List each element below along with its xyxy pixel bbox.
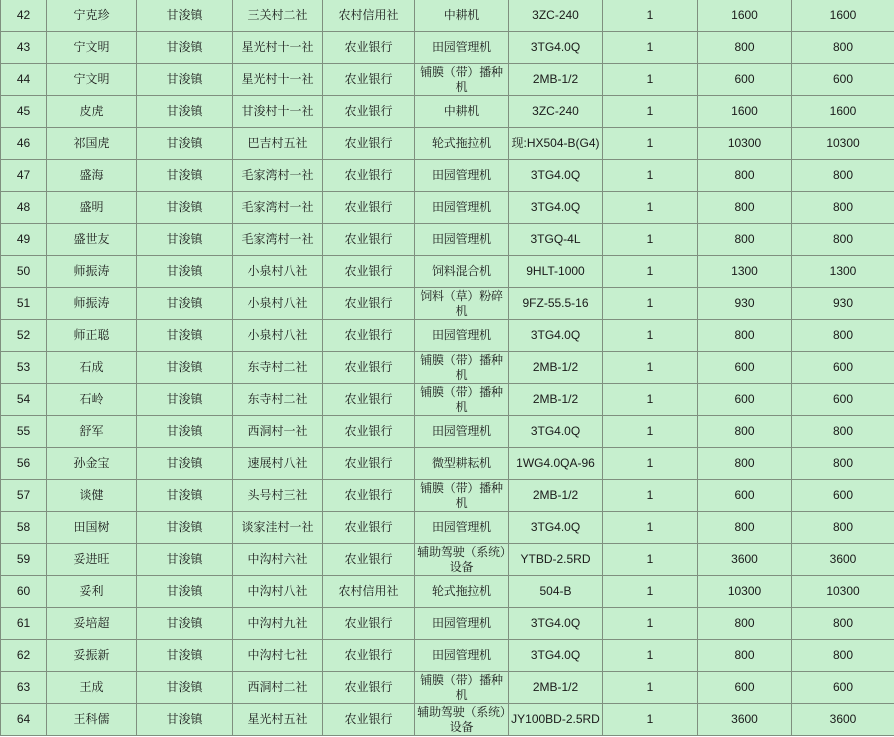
cell-price[interactable]: 800	[698, 192, 792, 224]
cell-town[interactable]: 甘浚镇	[137, 608, 233, 640]
cell-town[interactable]: 甘浚镇	[137, 672, 233, 704]
cell-village[interactable]: 中沟村九社	[233, 608, 323, 640]
cell-price[interactable]: 800	[698, 608, 792, 640]
cell-village[interactable]: 速展村八社	[233, 448, 323, 480]
cell-village[interactable]: 西洞村二社	[233, 672, 323, 704]
cell-town[interactable]: 甘浚镇	[137, 256, 233, 288]
cell-village[interactable]: 巴吉村五社	[233, 128, 323, 160]
cell-quantity[interactable]: 1	[603, 192, 698, 224]
cell-price[interactable]: 3600	[698, 544, 792, 576]
cell-name[interactable]: 妥进旺	[47, 544, 137, 576]
cell-bank[interactable]: 农业银行	[323, 160, 415, 192]
cell-subsidy[interactable]: 600	[792, 480, 894, 512]
cell-model[interactable]: 3TG4.0Q	[509, 640, 603, 672]
cell-quantity[interactable]: 1	[603, 32, 698, 64]
cell-quantity[interactable]: 1	[603, 128, 698, 160]
cell-quantity[interactable]: 1	[603, 160, 698, 192]
cell-price[interactable]: 800	[698, 320, 792, 352]
cell-machine-type[interactable]: 铺膜（带）播种机	[415, 480, 509, 512]
table-row	[1, 448, 894, 480]
cell-quantity[interactable]: 1	[603, 704, 698, 736]
cell-price[interactable]: 800	[698, 32, 792, 64]
cell-machine-type[interactable]: 田园管理机	[415, 320, 509, 352]
cell-row-number[interactable]: 59	[1, 544, 47, 576]
cell-village[interactable]: 毛家湾村一社	[233, 160, 323, 192]
cell-town[interactable]: 甘浚镇	[137, 96, 233, 128]
cell-model[interactable]: 3TGQ-4L	[509, 224, 603, 256]
cell-name[interactable]: 田国树	[47, 512, 137, 544]
cell-name[interactable]: 师正聪	[47, 320, 137, 352]
cell-row-number[interactable]: 55	[1, 416, 47, 448]
cell-price[interactable]: 3600	[698, 704, 792, 736]
cell-quantity[interactable]: 1	[603, 480, 698, 512]
cell-quantity[interactable]: 1	[603, 64, 698, 96]
cell-name[interactable]: 祁国虎	[47, 128, 137, 160]
cell-model[interactable]: 3TG4.0Q	[509, 512, 603, 544]
cell-village[interactable]: 星光村五社	[233, 704, 323, 736]
cell-name[interactable]: 盛明	[47, 192, 137, 224]
cell-model[interactable]: 2MB-1/2	[509, 352, 603, 384]
cell-name[interactable]: 谈健	[47, 480, 137, 512]
cell-town[interactable]: 甘浚镇	[137, 480, 233, 512]
cell-machine-type[interactable]: 铺膜（带）播种机	[415, 64, 509, 96]
cell-subsidy[interactable]: 800	[792, 640, 894, 672]
cell-quantity[interactable]: 1	[603, 384, 698, 416]
cell-town[interactable]: 甘浚镇	[137, 160, 233, 192]
cell-subsidy[interactable]: 800	[792, 416, 894, 448]
cell-village[interactable]: 小泉村八社	[233, 256, 323, 288]
cell-subsidy[interactable]: 800	[792, 608, 894, 640]
cell-row-number[interactable]: 52	[1, 320, 47, 352]
cell-bank[interactable]: 农业银行	[323, 640, 415, 672]
cell-name[interactable]: 皮虎	[47, 96, 137, 128]
table-row	[1, 32, 894, 64]
cell-name[interactable]: 妥利	[47, 576, 137, 608]
cell-machine-type[interactable]: 铺膜（带）播种机	[415, 384, 509, 416]
cell-row-number[interactable]: 58	[1, 512, 47, 544]
cell-model[interactable]: JY100BD-2.5RD	[509, 704, 603, 736]
cell-model[interactable]: 3TG4.0Q	[509, 320, 603, 352]
cell-quantity[interactable]: 1	[603, 640, 698, 672]
cell-bank[interactable]: 农业银行	[323, 544, 415, 576]
cell-quantity[interactable]: 1	[603, 0, 698, 32]
cell-machine-type[interactable]: 铺膜（带）播种机	[415, 352, 509, 384]
cell-quantity[interactable]: 1	[603, 96, 698, 128]
cell-quantity[interactable]: 1	[603, 352, 698, 384]
cell-machine-type[interactable]: 辅助驾驶（系统）设备	[415, 704, 509, 736]
cell-model[interactable]: 3TG4.0Q	[509, 160, 603, 192]
cell-name[interactable]: 妥振新	[47, 640, 137, 672]
cell-town[interactable]: 甘浚镇	[137, 224, 233, 256]
table-row	[1, 352, 894, 384]
cell-model[interactable]: 2MB-1/2	[509, 384, 603, 416]
cell-model[interactable]: 1WG4.0QA-96	[509, 448, 603, 480]
cell-bank[interactable]: 农业银行	[323, 352, 415, 384]
cell-bank[interactable]: 农业银行	[323, 448, 415, 480]
cell-town[interactable]: 甘浚镇	[137, 192, 233, 224]
cell-bank[interactable]: 农业银行	[323, 224, 415, 256]
cell-machine-type[interactable]: 田园管理机	[415, 224, 509, 256]
cell-subsidy[interactable]: 600	[792, 352, 894, 384]
table-row	[1, 256, 894, 288]
table-row	[1, 384, 894, 416]
cell-row-number[interactable]: 43	[1, 32, 47, 64]
cell-bank[interactable]: 农业银行	[323, 128, 415, 160]
cell-machine-type[interactable]: 田园管理机	[415, 160, 509, 192]
cell-bank[interactable]: 农业银行	[323, 672, 415, 704]
cell-subsidy[interactable]: 1600	[792, 96, 894, 128]
cell-bank[interactable]: 农业银行	[323, 288, 415, 320]
cell-town[interactable]: 甘浚镇	[137, 320, 233, 352]
cell-village[interactable]: 中沟村六社	[233, 544, 323, 576]
cell-village[interactable]: 三关村二社	[233, 0, 323, 32]
cell-row-number[interactable]: 54	[1, 384, 47, 416]
cell-village[interactable]: 毛家湾村一社	[233, 192, 323, 224]
cell-bank[interactable]: 农业银行	[323, 320, 415, 352]
cell-name[interactable]: 王科儒	[47, 704, 137, 736]
cell-model[interactable]: 3ZC-240	[509, 96, 603, 128]
cell-quantity[interactable]: 1	[603, 672, 698, 704]
cell-price[interactable]: 10300	[698, 576, 792, 608]
cell-machine-type[interactable]: 田园管理机	[415, 32, 509, 64]
table-row	[1, 416, 894, 448]
cell-town[interactable]: 甘浚镇	[137, 128, 233, 160]
cell-subsidy[interactable]: 800	[792, 224, 894, 256]
table-row	[1, 480, 894, 512]
cell-subsidy[interactable]: 800	[792, 192, 894, 224]
cell-machine-type[interactable]: 微型耕耘机	[415, 448, 509, 480]
cell-subsidy[interactable]: 1300	[792, 256, 894, 288]
table-row	[1, 672, 894, 704]
cell-model[interactable]: YTBD-2.5RD	[509, 544, 603, 576]
cell-price[interactable]: 600	[698, 672, 792, 704]
cell-model[interactable]: 3TG4.0Q	[509, 416, 603, 448]
cell-name[interactable]: 石成	[47, 352, 137, 384]
cell-name[interactable]: 师振涛	[47, 288, 137, 320]
cell-town[interactable]: 甘浚镇	[137, 544, 233, 576]
cell-bank[interactable]: 农业银行	[323, 64, 415, 96]
cell-village[interactable]: 西洞村一社	[233, 416, 323, 448]
cell-machine-type[interactable]: 饲料（草）粉碎机	[415, 288, 509, 320]
cell-town[interactable]: 甘浚镇	[137, 704, 233, 736]
cell-name[interactable]: 宁文明	[47, 32, 137, 64]
cell-model[interactable]: 2MB-1/2	[509, 64, 603, 96]
cell-name[interactable]: 妥培超	[47, 608, 137, 640]
cell-subsidy[interactable]: 600	[792, 384, 894, 416]
cell-bank[interactable]: 农业银行	[323, 704, 415, 736]
cell-village[interactable]: 东寺村二社	[233, 352, 323, 384]
table-row	[1, 224, 894, 256]
cell-village[interactable]: 东寺村二社	[233, 384, 323, 416]
cell-row-number[interactable]: 61	[1, 608, 47, 640]
cell-quantity[interactable]: 1	[603, 256, 698, 288]
cell-bank[interactable]: 农业银行	[323, 192, 415, 224]
table-row	[1, 160, 894, 192]
cell-row-number[interactable]: 42	[1, 0, 47, 32]
cell-town[interactable]: 甘浚镇	[137, 32, 233, 64]
cell-row-number[interactable]: 48	[1, 192, 47, 224]
cell-subsidy[interactable]: 3600	[792, 544, 894, 576]
cell-model[interactable]: 3TG4.0Q	[509, 32, 603, 64]
cell-quantity[interactable]: 1	[603, 576, 698, 608]
cell-subsidy[interactable]: 800	[792, 448, 894, 480]
cell-village[interactable]: 头号村三社	[233, 480, 323, 512]
cell-name[interactable]: 石岭	[47, 384, 137, 416]
cell-subsidy[interactable]: 3600	[792, 704, 894, 736]
cell-subsidy[interactable]: 1600	[792, 0, 894, 32]
cell-price[interactable]: 800	[698, 224, 792, 256]
table-row	[1, 0, 894, 32]
cell-quantity[interactable]: 1	[603, 448, 698, 480]
cell-model[interactable]: 9HLT-1000	[509, 256, 603, 288]
cell-subsidy[interactable]: 800	[792, 32, 894, 64]
cell-model[interactable]: 3TG4.0Q	[509, 608, 603, 640]
cell-village[interactable]: 星光村十一社	[233, 64, 323, 96]
table-row	[1, 128, 894, 160]
cell-bank[interactable]: 农业银行	[323, 96, 415, 128]
cell-village[interactable]: 甘浚村十一社	[233, 96, 323, 128]
cell-name[interactable]: 宁文明	[47, 64, 137, 96]
cell-bank[interactable]: 农业银行	[323, 480, 415, 512]
cell-machine-type[interactable]: 轮式拖拉机	[415, 576, 509, 608]
cell-bank[interactable]: 农村信用社	[323, 0, 415, 32]
cell-machine-type[interactable]: 饲料混合机	[415, 256, 509, 288]
cell-village[interactable]: 小泉村八社	[233, 288, 323, 320]
cell-machine-type[interactable]: 辅助驾驶（系统）设备	[415, 544, 509, 576]
cell-row-number[interactable]: 47	[1, 160, 47, 192]
cell-village[interactable]: 小泉村八社	[233, 320, 323, 352]
table-row	[1, 608, 894, 640]
cell-row-number[interactable]: 46	[1, 128, 47, 160]
cell-machine-type[interactable]: 铺膜（带）播种机	[415, 672, 509, 704]
cell-name[interactable]: 盛世友	[47, 224, 137, 256]
cell-village[interactable]: 星光村十一社	[233, 32, 323, 64]
cell-quantity[interactable]: 1	[603, 416, 698, 448]
cell-model[interactable]: 2MB-1/2	[509, 672, 603, 704]
cell-quantity[interactable]: 1	[603, 608, 698, 640]
cell-model[interactable]: 现:HX504-B(G4)	[509, 128, 603, 160]
cell-subsidy[interactable]: 800	[792, 512, 894, 544]
cell-village[interactable]: 谈家洼村一社	[233, 512, 323, 544]
cell-row-number[interactable]: 64	[1, 704, 47, 736]
table-row	[1, 288, 894, 320]
cell-subsidy[interactable]: 600	[792, 672, 894, 704]
cell-bank[interactable]: 农业银行	[323, 608, 415, 640]
cell-row-number[interactable]: 50	[1, 256, 47, 288]
cell-price[interactable]: 600	[698, 480, 792, 512]
cell-price[interactable]: 930	[698, 288, 792, 320]
table-body	[1, 0, 894, 736]
cell-bank[interactable]: 农业银行	[323, 384, 415, 416]
cell-price[interactable]: 800	[698, 416, 792, 448]
cell-town[interactable]: 甘浚镇	[137, 640, 233, 672]
cell-quantity[interactable]: 1	[603, 512, 698, 544]
cell-bank[interactable]: 农业银行	[323, 256, 415, 288]
cell-subsidy[interactable]: 930	[792, 288, 894, 320]
cell-model[interactable]: 504-B	[509, 576, 603, 608]
cell-row-number[interactable]: 62	[1, 640, 47, 672]
table-row	[1, 640, 894, 672]
cell-village[interactable]: 中沟村八社	[233, 576, 323, 608]
cell-row-number[interactable]: 57	[1, 480, 47, 512]
cell-village[interactable]: 毛家湾村一社	[233, 224, 323, 256]
cell-subsidy[interactable]: 10300	[792, 128, 894, 160]
cell-town[interactable]: 甘浚镇	[137, 288, 233, 320]
cell-price[interactable]: 800	[698, 640, 792, 672]
table-row	[1, 64, 894, 96]
cell-price[interactable]: 600	[698, 352, 792, 384]
cell-name[interactable]: 舒军	[47, 416, 137, 448]
table-row	[1, 544, 894, 576]
cell-machine-type[interactable]: 田园管理机	[415, 192, 509, 224]
cell-machine-type[interactable]: 田园管理机	[415, 640, 509, 672]
cell-price[interactable]: 1600	[698, 96, 792, 128]
cell-price[interactable]: 800	[698, 448, 792, 480]
cell-machine-type[interactable]: 田园管理机	[415, 416, 509, 448]
table-row	[1, 576, 894, 608]
cell-row-number[interactable]: 53	[1, 352, 47, 384]
cell-subsidy[interactable]: 800	[792, 160, 894, 192]
cell-price[interactable]: 600	[698, 64, 792, 96]
cell-price[interactable]: 1300	[698, 256, 792, 288]
cell-model[interactable]: 2MB-1/2	[509, 480, 603, 512]
cell-name[interactable]: 王成	[47, 672, 137, 704]
cell-price[interactable]: 800	[698, 160, 792, 192]
cell-village[interactable]: 中沟村七社	[233, 640, 323, 672]
cell-price[interactable]: 600	[698, 384, 792, 416]
cell-subsidy[interactable]: 600	[792, 64, 894, 96]
cell-name[interactable]: 师振涛	[47, 256, 137, 288]
cell-row-number[interactable]: 49	[1, 224, 47, 256]
cell-town[interactable]: 甘浚镇	[137, 64, 233, 96]
cell-model[interactable]: 3ZC-240	[509, 0, 603, 32]
cell-quantity[interactable]: 1	[603, 224, 698, 256]
cell-price[interactable]: 800	[698, 512, 792, 544]
table-row	[1, 192, 894, 224]
cell-town[interactable]: 甘浚镇	[137, 416, 233, 448]
cell-row-number[interactable]: 45	[1, 96, 47, 128]
table-row	[1, 96, 894, 128]
cell-name[interactable]: 孙金宝	[47, 448, 137, 480]
cell-price[interactable]: 10300	[698, 128, 792, 160]
cell-town[interactable]: 甘浚镇	[137, 576, 233, 608]
cell-bank[interactable]: 农业银行	[323, 512, 415, 544]
cell-machine-type[interactable]: 轮式拖拉机	[415, 128, 509, 160]
cell-model[interactable]: 9FZ-55.5-16	[509, 288, 603, 320]
cell-bank[interactable]: 农业银行	[323, 416, 415, 448]
cell-town[interactable]: 甘浚镇	[137, 448, 233, 480]
cell-quantity[interactable]: 1	[603, 320, 698, 352]
cell-town[interactable]: 甘浚镇	[137, 0, 233, 32]
cell-machine-type[interactable]: 中耕机	[415, 96, 509, 128]
table-row	[1, 320, 894, 352]
cell-row-number[interactable]: 60	[1, 576, 47, 608]
cell-machine-type[interactable]: 田园管理机	[415, 608, 509, 640]
table-row	[1, 512, 894, 544]
cell-row-number[interactable]: 56	[1, 448, 47, 480]
cell-town[interactable]: 甘浚镇	[137, 512, 233, 544]
cell-model[interactable]: 3TG4.0Q	[509, 192, 603, 224]
cell-name[interactable]: 宁克珍	[47, 0, 137, 32]
cell-bank[interactable]: 农业银行	[323, 32, 415, 64]
cell-bank[interactable]: 农村信用社	[323, 576, 415, 608]
table-row	[1, 704, 894, 736]
cell-row-number[interactable]: 63	[1, 672, 47, 704]
cell-subsidy[interactable]: 10300	[792, 576, 894, 608]
cell-town[interactable]: 甘浚镇	[137, 384, 233, 416]
cell-subsidy[interactable]: 800	[792, 320, 894, 352]
cell-price[interactable]: 1600	[698, 0, 792, 32]
cell-name[interactable]: 盛海	[47, 160, 137, 192]
cell-machine-type[interactable]: 田园管理机	[415, 512, 509, 544]
cell-row-number[interactable]: 51	[1, 288, 47, 320]
cell-quantity[interactable]: 1	[603, 288, 698, 320]
cell-machine-type[interactable]: 中耕机	[415, 0, 509, 32]
cell-quantity[interactable]: 1	[603, 544, 698, 576]
cell-town[interactable]: 甘浚镇	[137, 352, 233, 384]
cell-row-number[interactable]: 44	[1, 64, 47, 96]
